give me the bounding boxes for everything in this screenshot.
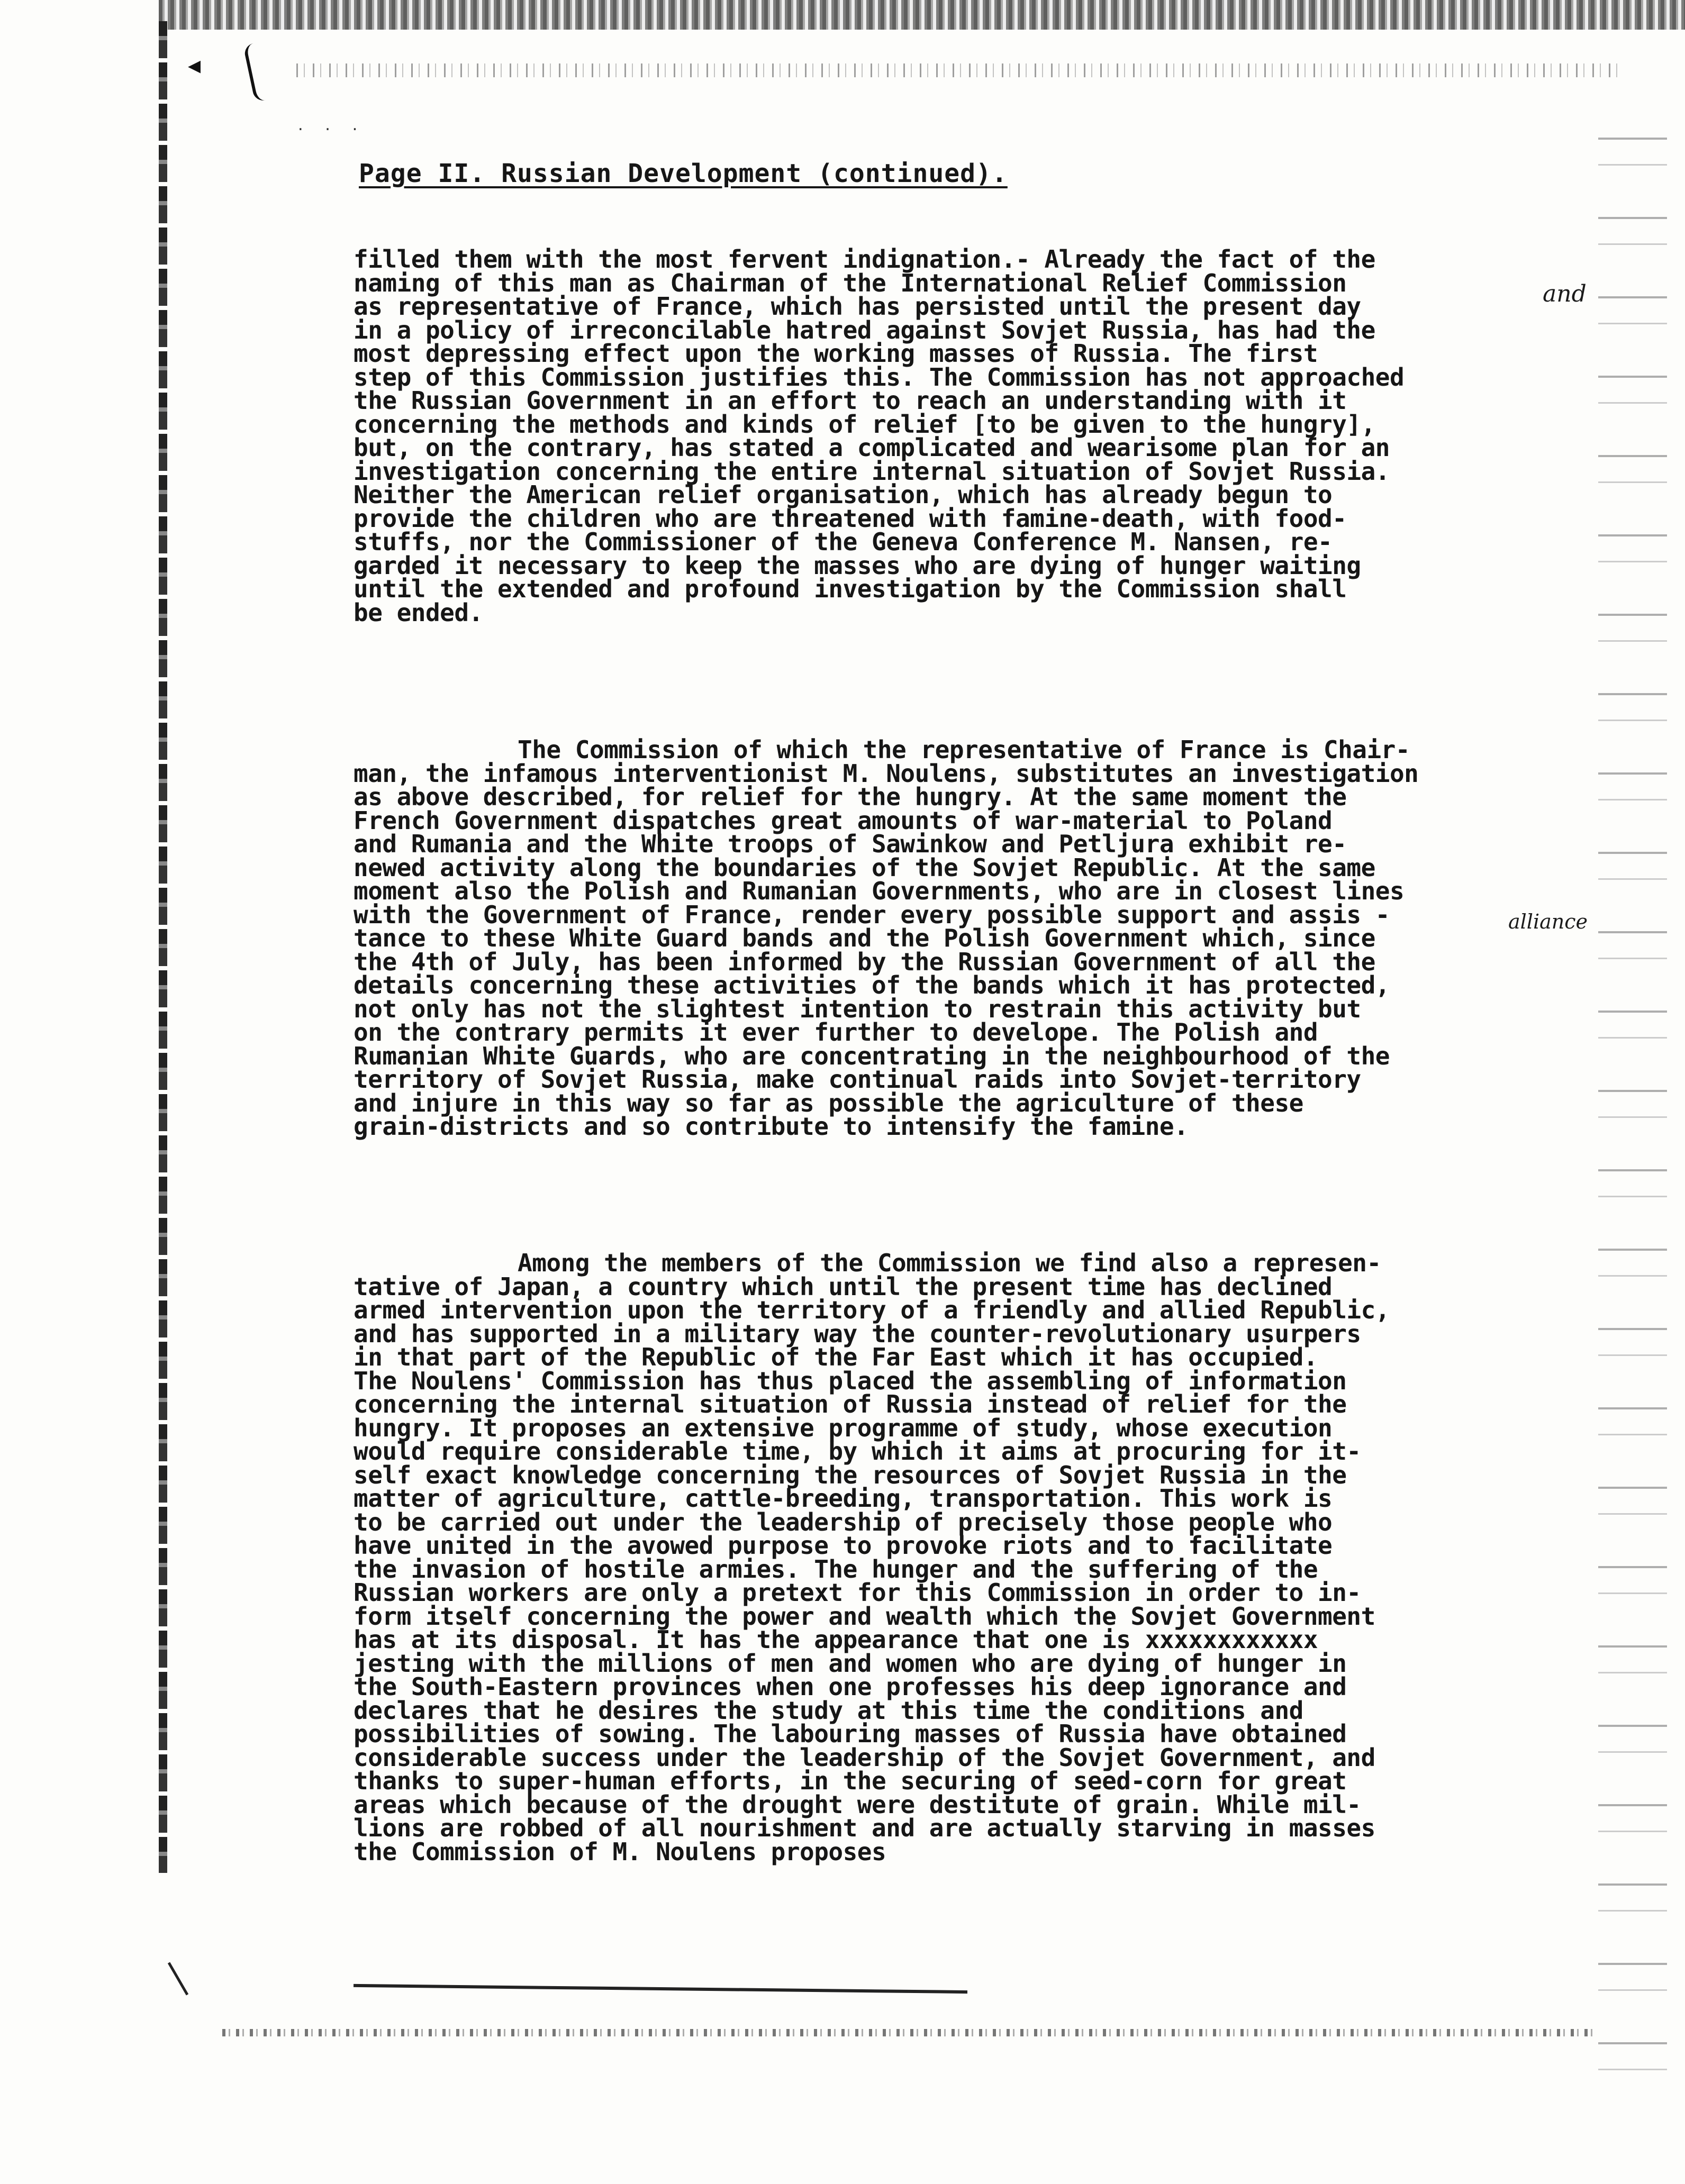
text-line: Rumanian White Guards, who are concentrating in the neighbourhood of the xyxy=(354,1041,1390,1070)
text-line: details concerning these activities of the bands which it has protected, xyxy=(354,971,1390,999)
text-line: man, the infamous interventionist M. Noulens, substitutes an investigation xyxy=(354,759,1419,788)
text-line: be ended. xyxy=(354,598,483,627)
scan-edge-left xyxy=(159,21,167,1873)
text-line: stuffs, nor the Commissioner of the Geneva Conference M. Nansen, re- xyxy=(354,527,1333,556)
text-line: form itself concerning the power and wealth which the Sovjet Government xyxy=(354,1601,1375,1631)
text-line: areas which because of the drought were destitute of grain. While mil- xyxy=(354,1790,1361,1819)
paragraph-3 xyxy=(354,1249,1550,1866)
scan-noise-top-dotted xyxy=(296,63,1619,77)
text-line: on the contrary permits it ever further to develope. The Polish and xyxy=(354,1018,1318,1046)
text-line: investigation concerning the entire internal situation of Sovjet Russia. xyxy=(354,457,1390,486)
page-title: Page II. Russian Development (continued). xyxy=(359,159,1008,188)
text-line: would require considerable time, by which it aims at procuring for it- xyxy=(354,1437,1361,1466)
text-line: as above described, for relief for the hungry. At the same moment the xyxy=(354,782,1347,811)
text-line: concerning the internal situation of Russia instead of relief for the xyxy=(354,1390,1347,1418)
text-line: and injure in this way so far as possible the agriculture of these xyxy=(354,1088,1303,1117)
text-line: and Rumania and the White troops of Sawinkow and Petljura exhibit re- xyxy=(354,830,1347,858)
text-line: as representative of France, which has persisted until the present day xyxy=(354,292,1361,321)
staple-mark-icon: ◀ xyxy=(188,53,201,78)
text-line: lions are robbed of all nourishment and are actually starving in masses xyxy=(354,1814,1375,1842)
text-line: but, on the contrary, has stated a complicated and wearisome plan for an xyxy=(354,433,1390,462)
strikethrough-line xyxy=(354,1984,967,1994)
text-line: self exact knowledge concerning the resources of Sovjet Russia in the xyxy=(354,1460,1347,1489)
text-line: tative of Japan, a country which until the present time has declined xyxy=(354,1272,1333,1301)
scan-dots: · · · xyxy=(296,122,365,138)
text-line: to be carried out under the leadership of precisely those people who xyxy=(354,1507,1333,1536)
handwritten-note: alliance xyxy=(1508,910,1588,933)
scan-noise-top xyxy=(159,0,1685,30)
text-line: French Government dispatches great amounts of war-material to Poland xyxy=(354,806,1333,835)
text-line: the South-Eastern provinces when one professes his deep ignorance and xyxy=(354,1672,1347,1701)
text-line: tance to these White Guard bands and the Polish Government which, since xyxy=(354,924,1375,952)
text-line: the invasion of hostile armies. The hunger and the suffering of the xyxy=(354,1554,1318,1584)
text-line: step of this Commission justifies this. The Commission has not approached xyxy=(354,362,1405,392)
text-line: the Commission of M. Noulens proposes xyxy=(354,1837,886,1866)
text-line: Neither the American relief organisation, which has already begun to xyxy=(354,480,1333,509)
paragraph-2 xyxy=(354,735,1550,1141)
text-line: most depressing effect upon the working masses of Russia. The first xyxy=(354,339,1318,368)
margin-bracket-mark xyxy=(168,1946,216,1995)
text-line: with the Government of France, render every possible support and assis - xyxy=(354,900,1390,929)
text-line: considerable success under the leadership of the Sovjet Government, and xyxy=(354,1743,1375,1772)
text-line: filled them with the most fervent indignation.- Already the fact of the xyxy=(354,245,1375,274)
text-line: moment also the Polish and Rumanian Governments, who are in closest lines xyxy=(354,877,1405,905)
text-line: jesting with the millions of men and women who are dying of hunger in xyxy=(354,1649,1347,1678)
paragraph-1 xyxy=(354,245,1550,627)
text-line: in a policy of irreconcilable hatred against Sovjet Russia, has had the xyxy=(354,315,1375,344)
text-line: provide the children who are threatened with famine-death, with food- xyxy=(354,504,1347,533)
text-line: Russian workers are only a pretext for this Commission in order to in- xyxy=(354,1578,1361,1607)
text-line: has at its disposal. It has the appearance that one is xxxxxxxxxxxx xyxy=(354,1625,1318,1654)
text-line: and has supported in a military way the counter-revolutionary usurpers xyxy=(354,1319,1361,1348)
text-line: possibilities of sowing. The labouring masses of Russia have obtained xyxy=(354,1719,1347,1748)
text-line: naming of this man as Chairman of the International Relief Commission xyxy=(354,268,1347,297)
text-line: have united in the avowed purpose to provoke riots and to facilitate xyxy=(354,1531,1333,1560)
text-line: grain-districts and so contribute to intensify the famine. xyxy=(354,1112,1189,1141)
text-line: matter of agriculture, cattle-breeding, transportation. This work is xyxy=(354,1484,1333,1513)
text-line: until the extended and profound investigation by the Commission shall xyxy=(354,575,1347,603)
text-line: hungry. It proposes an extensive programme of study, whose execution xyxy=(354,1413,1333,1442)
text-line: in that part of the Republic of the Far East which it has occupied. xyxy=(354,1343,1318,1371)
text-line: armed intervention upon the territory of a friendly and allied Republic, xyxy=(354,1296,1390,1324)
scan-noise-bottom xyxy=(222,2029,1598,2036)
text-line: declares that he desires the study at this time the conditions and xyxy=(354,1696,1303,1725)
scan-noise-right xyxy=(1598,116,1667,2074)
text-line: territory of Sovjet Russia, make continual raids into Sovjet-territory xyxy=(354,1065,1361,1094)
text-line: not only has not the slightest intention to restrain this activity but xyxy=(354,994,1361,1023)
pencil-mark-icon xyxy=(243,40,279,102)
text-line: The Noulens' Commission has thus placed the assembling of information xyxy=(354,1366,1347,1395)
text-line: Among the members of the Commission we find also a represen- xyxy=(518,1249,1381,1277)
text-line: the 4th of July, has been informed by the Russian Government of all the xyxy=(354,947,1375,976)
text-line: the Russian Government in an effort to reach an understanding with it xyxy=(354,386,1347,415)
text-line: thanks to super-human efforts, in the securing of seed-corn for great xyxy=(354,1767,1347,1795)
text-line: newed activity along the boundaries of the Sovjet Republic. At the same xyxy=(354,853,1375,882)
text-line: garded it necessary to keep the masses who are dying of hunger waiting xyxy=(354,551,1361,580)
handwritten-note: and xyxy=(1543,280,1587,307)
text-line: The Commission of which the representative of France is Chair- xyxy=(518,735,1410,764)
text-line: concerning the methods and kinds of relief [to be given to the hungry], xyxy=(354,410,1375,439)
